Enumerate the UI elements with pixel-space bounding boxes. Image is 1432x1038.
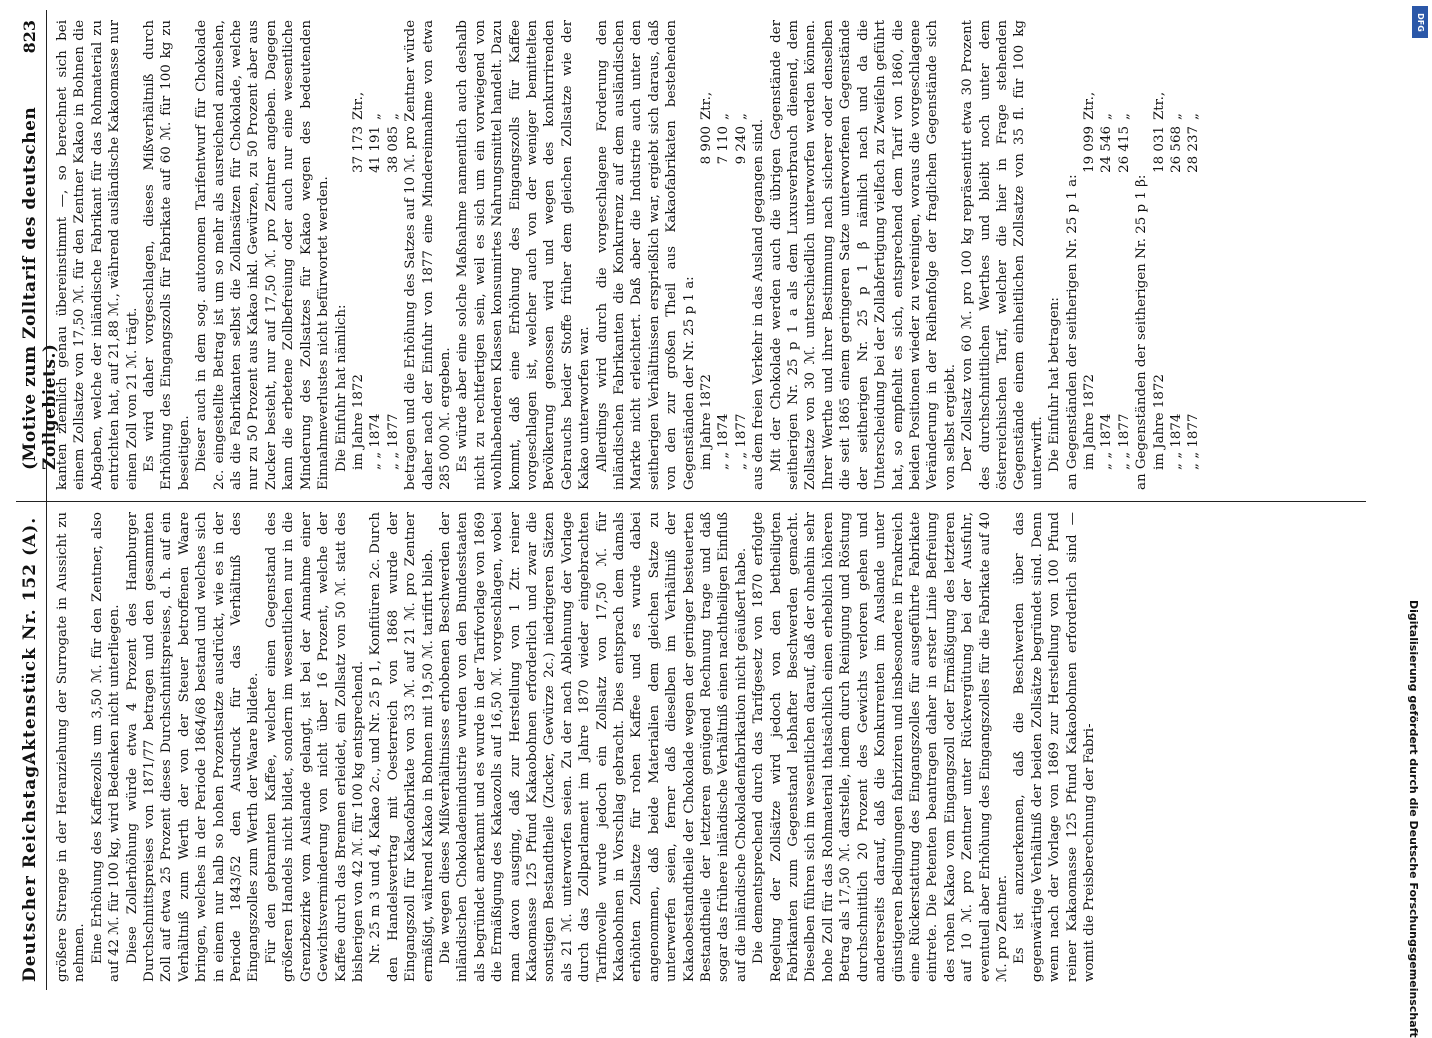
unit-cell: „ <box>1099 113 1115 120</box>
year-cell: im Jahre 1872 <box>1081 374 1097 470</box>
column-divider <box>16 501 1366 502</box>
table-row <box>733 20 750 490</box>
value-cell: 18 031 <box>1151 126 1167 173</box>
year-cell: im Jahre 1872 <box>1151 374 1167 470</box>
year-cell: im Jahre 1872 <box>350 374 366 470</box>
year-cell: „ „ 1877 <box>385 413 401 470</box>
table-row <box>1168 20 1185 490</box>
paragraph: Der Zollsatz von 60 ℳ. pro 100 kg repräsentirt etwa 30 Prozent des durchschnittlichen Werthes und bleibt noch unter dem österreichischen Tarif, welcher die hier in Frage stehenden Gegenstände einem einheitlichen Zollsatze von 35 fl. für 100 kg unterwirft. <box>960 20 1045 490</box>
scanned-page <box>16 10 1366 990</box>
value-cell: 9 240 <box>733 126 749 165</box>
year-cell: „ „ 1874 <box>368 413 384 470</box>
value-cell: 26 568 <box>1169 126 1184 173</box>
unit-cell: „ <box>1169 113 1184 120</box>
paragraph: betragen und die Erhöhung des Satzes auf 10 ℳ. pro Zentner würde daher nach der Einfuhr von 1877 eine Mindereinnahme von etwa 285 000 ℳ. ergeben. <box>403 20 453 490</box>
left-column <box>54 512 1354 982</box>
table-row <box>1151 20 1168 490</box>
paragraph: Es ist anzuerkennen, daß die Beschwerden über das gegenwärtige Verhältniß der beiden Zollsätze begründet sind. Denn wenn nach der Vorlage von 1869 zur Herstellung von 100 Pfund reiner Kakaomasse 125 Pfund Kakaobohnen erforderlich sind — womit die Preisberechnung der Fabri- <box>1012 512 1097 982</box>
dfg-logo: DFG <box>1412 6 1428 38</box>
unit-cell: „ <box>1186 113 1202 120</box>
year-cell: „ „ 1877 <box>733 413 749 470</box>
right-column <box>54 20 1354 490</box>
table-row <box>1081 20 1098 490</box>
year-cell: „ „ 1874 <box>1169 413 1184 470</box>
header-rule <box>46 10 47 990</box>
table-row <box>350 20 367 490</box>
year-cell: „ „ 1877 <box>1116 413 1132 470</box>
year-cell: im Jahre 1872 <box>699 374 715 470</box>
header-document-number: Aktenstück Nr. 152 (A). <box>20 516 40 765</box>
paragraph: Es wird daher vorgeschlagen, dieses Mißverhältniß durch Erhöhung des Eingangszolls für Fabrikate auf 60 ℳ. für 100 kg zu beseitigen. <box>142 20 192 490</box>
unit-cell: Ztr., <box>1151 91 1167 120</box>
unit-cell: Ztr., <box>1081 91 1097 120</box>
table-label: an Gegenständen der seitherigen Nr. 25 p 1 a: <box>1064 174 1080 490</box>
paragraph: Es würde aber eine solche Maßnahme namentlich auch deshalb nicht zu rechtfertigen sein, weil es sich um ein vorwiegend von wohlhabenderen Klassen konsumirtes Nahrungsmittel handelt. Dazu kommt, daß eine Erhöhung des Eingangszolls für Kaffee vorgeschlagen ist, welcher auch von der weniger bemittelten Bevölkerung genossen wird und wegen des konkurrirenden Gebrauchs beider Stoffe früher dem gleichen Zollsatze wie der Kakao unterworfen war. <box>455 20 593 490</box>
unit-cell: Ztr., <box>350 91 366 120</box>
table-row <box>698 20 715 490</box>
value-cell: 37 173 <box>350 126 366 173</box>
paragraph: größere Strenge in der Heranziehung der Surrogate in Aussicht zu nehmen. <box>55 512 88 982</box>
unit-cell: „ <box>733 113 749 120</box>
value-cell: 7 110 <box>716 126 732 165</box>
paragraph: aus dem freien Verkehr in das Ausland gegangen sind. <box>751 118 767 490</box>
unit-cell: „ <box>716 113 732 120</box>
year-cell: „ „ 1874 <box>716 413 732 470</box>
unit-cell: „ <box>1116 113 1132 120</box>
paragraph: Diese Zollerhöhung würde etwa 4 Prozent des Hamburger Durchschnittspreises von 1871/77 betragen und den gesammten Zoll auf etwa 25 Prozent dieses Durchschnittspreises, d. h. auf ein Verhältniß zum Werth der von der Steuer betroffenen Waare bringen, welches in der Periode 1864/68 bestand und welches sich in einem nur halb so hohen Prozentsatze ausdrückt, wie es in der Periode 1843/52 den Ausdruck für das Verhältniß des Eingangszolles zum Werth der Waare bildete. <box>124 512 262 982</box>
imports-table-cocoa <box>350 20 402 490</box>
paragraph: Allerdings wird durch die vorgeschlagene Forderung den inländischen Fabrikanten die Konkurrenz auf dem ausländischen Markte nicht erleichtert. Daß aber die Industrie auch unter den seitherigen Verhältnissen ersprießlich war, ergiebt sich daraus, daß von den zur großen Theil aus Kakaofabrikaten bestehenden Gegenständen der Nr. 25 p 1 a: <box>594 20 697 490</box>
value-cell: 24 546 <box>1099 126 1115 173</box>
table-row <box>367 20 384 490</box>
paragraph: kanten ziemlich genau übereinstimmt —, so berechnet sich bei einem Zollsatze von 17,50 ℳ. für den Zentner Kakao in Bohnen die Abgaben, welche der inländische Fabrikant für das Rohmaterial zu entrichten hat, auf 21,88 ℳ., während ausländische Kakaomasse nur einen Zoll von 21 ℳ. trägt. <box>55 20 140 490</box>
header-left: Deutscher Reichstag. <box>20 757 40 982</box>
value-cell: 28 237 <box>1186 126 1202 173</box>
year-cell: „ „ 1877 <box>1186 413 1202 470</box>
table-label: an Gegenständen der seitherigen Nr. 25 p 1 β: <box>1134 174 1150 490</box>
value-cell: 19 099 <box>1081 126 1097 173</box>
table-row <box>1116 20 1133 490</box>
table-row <box>715 20 732 490</box>
unit-cell: „ <box>368 113 384 120</box>
table-row <box>385 20 402 490</box>
paragraph: Die Einfuhr hat betragen: <box>1047 297 1063 472</box>
header-title: (Motive zum Zolltarif des deutschen Zollgebiets.) <box>20 106 60 470</box>
exports-table <box>698 20 750 490</box>
page-header <box>16 10 60 990</box>
paragraph: Für den gebrannten Kaffee, welcher einen Gegenstand des größeren Handels nicht bildet, sondern im wesentlichen nur in die Grenzbezirke vom Auslande gelangt, ist bei der Annahme einer Gewichtsverminderung von nicht über 16 Prozent, welche der Kaffee durch das Brennen erleidet, ein Zollsatz von 50 ℳ. statt des bisherigen von 42 ℳ. für 100 kg entsprechend. <box>263 512 366 982</box>
paragraph: Die wegen dieses Mißverhältnisses erhobenen Beschwerden der inländischen Chokoladenindustrie wurden von den Bundesstaaten als begründet anerkannt und es wurde in der Tarifvorlage von 1869 die Ermäßigung des Kakaozolls auf 16,50 ℳ. vorgeschlagen, wobei man davon ausging, daß zur Herstellung von 1 Ztr. reiner Kakaomasse 125 Pfund Kakaobohnen erforderlich und zwar die sonstigen Bestandtheile (Zucker, Gewürze 2c.) niedrigeren Sätzen als 21 ℳ. unterworfen seien. Zu der nach Ablehnung der Vorlage durch das Zollparlament im Jahre 1870 wieder eingebrachten Tarifnovelle wurde jedoch ein Zollsatz von 17,50 ℳ. für Kakaobohnen in Vorschlag gebracht. Dies entsprach dem damals erhöhten Zollsatze für rohen Kaffee und es wurde dabei angenommen, daß beide Materialien dem gleichen Satze zu unterwerfen seien, ferner daß dieselben im Verhältniß der Kakaobestandtheile der Chokolade wegen der geringer besteuerten Bestandtheile der letzteren genügend Rechnung trage und daß sogar das frühere inländische Verhältniß einen nachtheiligen Einfluß auf die inländische Chokoladenfabrikation nicht geäußert habe. <box>437 512 749 982</box>
digitization-credit: Digitalisierung gefördert durch die Deutsche Forschungsgemeinschaft <box>1407 600 1420 1038</box>
paragraph: Die Einfuhr hat nämlich: <box>333 304 349 472</box>
imports-table-a <box>1081 20 1133 490</box>
value-cell: 26 415 <box>1116 126 1132 173</box>
imports-table-b <box>1151 20 1203 490</box>
paragraph: Die dementsprechend durch das Tarifgesetz von 1870 erfolgte Regelung der Zollsätze wird jedoch von den betheiligten Fabrikanten zum Gegenstand lebhafter Beschwerden gemacht. Dieselben führen sich im wesentlichen darauf, daß der ohnehin sehr hohe Zoll für das Rohmaterial thatsächlich einen erheblich höheren Betrag als 17,50 ℳ. darstelle, indem durch Reinigung und Röstung durchschnittlich 20 Prozent des Gewichts verloren gehen und andererseits darauf, daß die Konkurrenten im Auslande unter günstigeren Bedingungen fabriziren und insbesondere in Frankreich eine Rückerstattung des Eingangszolles für ausgeführte Fabrikate eintrete. Die Petenten beantragen daher in erster Linie Befreiung des rohen Kakao vom Eingangszoll oder Ermäßigung des letzteren auf 10 ℳ. pro Zentner unter Rückvergütung bei der Ausfuhr, eventuell aber Erhöhung des Eingangszolles für die Fabrikate auf 40 ℳ. pro Zentner. <box>751 512 1010 982</box>
paragraph: Mit der Chokolade werden auch die übrigen Gegenstände der seitherigen Nr. 25 p 1 a als dem Luxusverbrauch dienend, dem Zollsatze von 30 ℳ. unterschiedlich unterworfen werden können. Ihrer Werthe und ihrer Bestimmung nach sicherer oder denselben die seit 1865 einem geringeren Satze unterworfenen Gegenstände der seitherigen Nr. 25 p 1 β nämlich nach und da die Unterscheidung bei der Zollabfertigung vielfach zu Zweifeln geführt hat, so empfiehlt es sich, entsprechend dem Tarif von 1860, die beiden Positionen wieder zu vereinigen, woraus die vorgeschlagene Veränderung in der Reihenfolge der fraglichen Gegenstände sich von selbst ergiebt. <box>768 20 958 490</box>
paragraph: Eine Erhöhung des Kaffeezolls um 3,50 ℳ. für den Zentner, also auf 42 ℳ. für 100 kg, wird Bedenken nicht unterliegen. <box>89 512 123 982</box>
value-cell: 8 900 <box>699 126 715 165</box>
paragraph: Dieser auch in dem sog. autonomen Tarifentwurf für Chokolade 2c. eingestellte Betrag ist um so mehr als ausreichend anzusehen, als die Fabrikanten selbst die Zollansätzen für Chokolade, welche nur zu 50 Prozent aus Kakao inkl. Gewürzen, zu 50 Prozent aber aus Zucker besteht, nur auf 17,50 ℳ. pro Zentner angeben. Dagegen kann die erbetene Zollbefreiung oder auch nur eine wesentliche Minderung des Zollsatzes für Kakao wegen des bedeutenden Einnahmeverlustes nicht befürwortet werden. <box>194 20 332 490</box>
unit-cell: „ <box>385 113 401 120</box>
page-number: 823 <box>20 20 39 54</box>
unit-cell: Ztr., <box>699 91 715 120</box>
table-row <box>1098 20 1115 490</box>
year-cell: „ „ 1874 <box>1099 413 1115 470</box>
paragraph: Nr. 25 m 3 und 4, Kakao 2c., und Nr. 25 p 1, Konfitüren 2c. Durch den Handelsvertrag mit Oesterreich von 1868 wurde der Eingangszoll für Kakaofabrikate von 33 ℳ. auf 21 ℳ. pro Zentner ermäßigt, während Kakao in Bohnen mit 19,50 ℳ. tarifirt blieb. <box>368 512 436 982</box>
table-row <box>1185 20 1202 490</box>
value-cell: 38 085 <box>385 126 401 173</box>
value-cell: 41 191 <box>368 126 384 173</box>
